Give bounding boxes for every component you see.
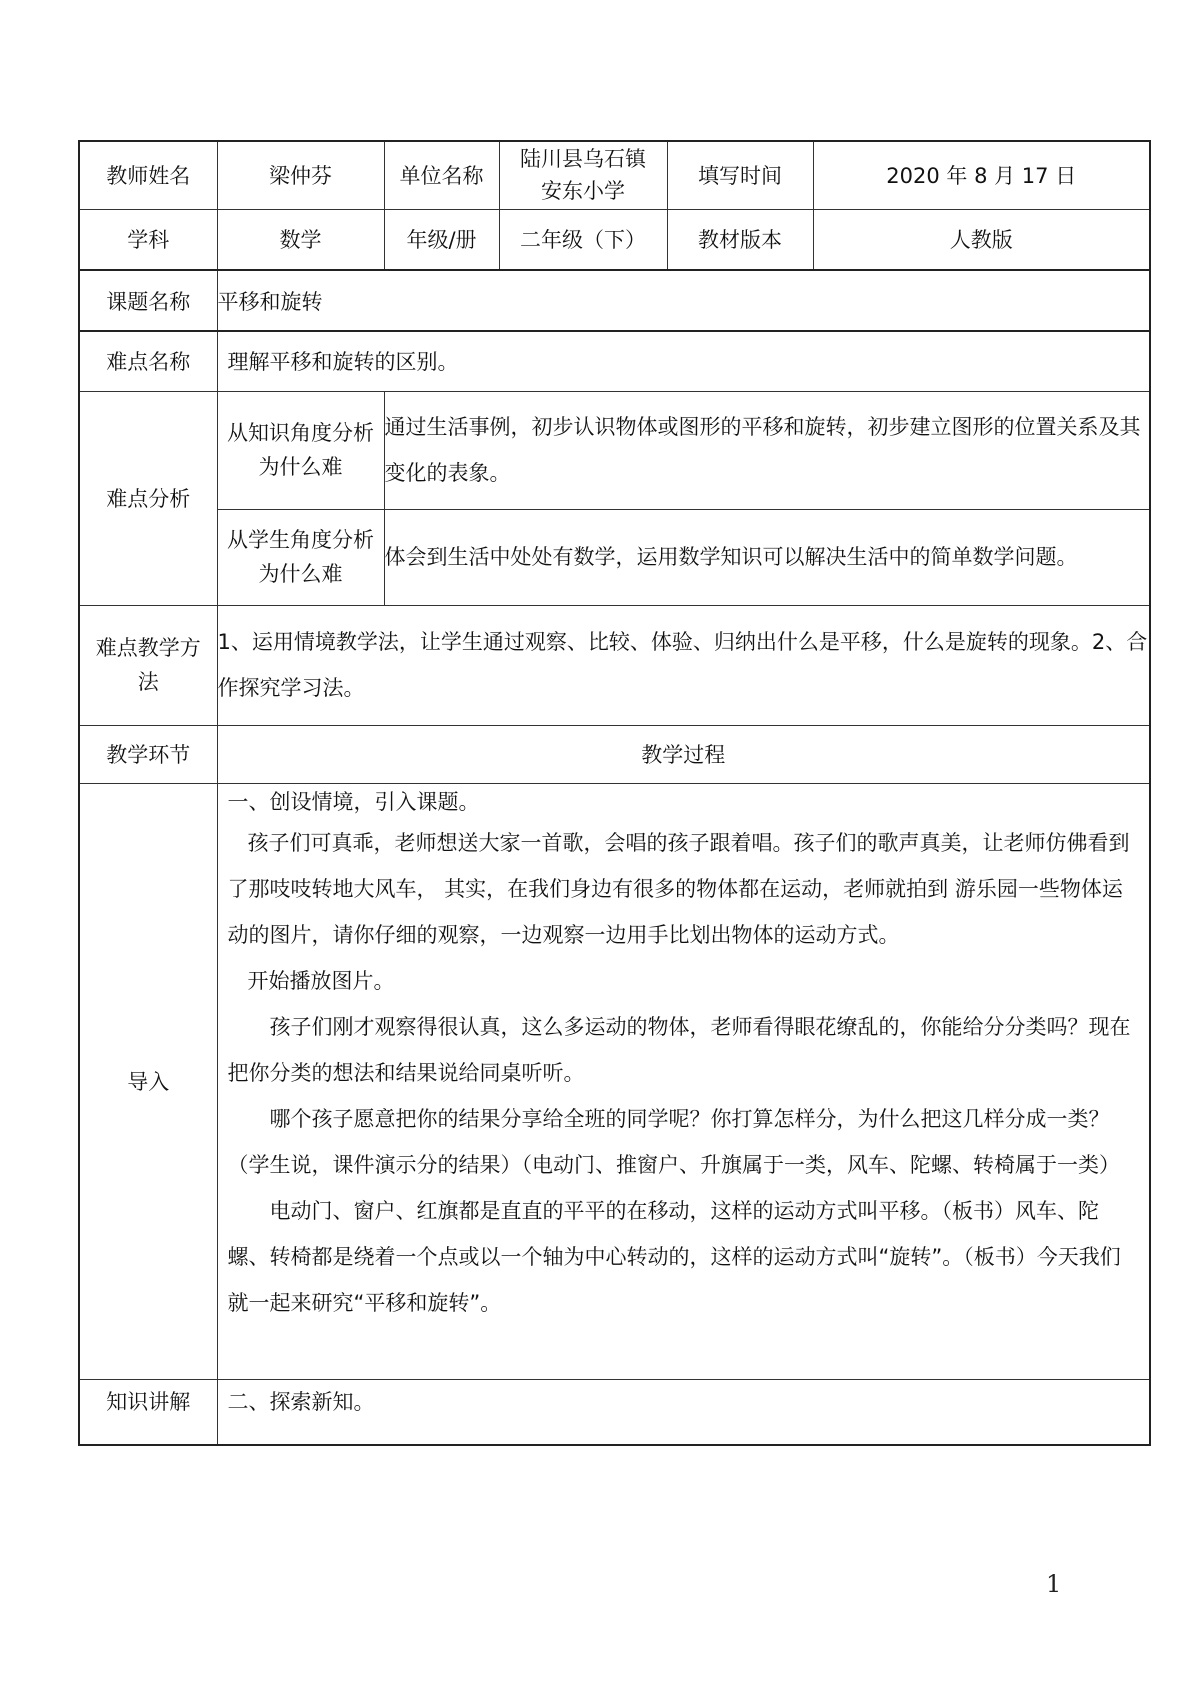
unit-name-label: 单位名称 (384, 141, 499, 209)
fill-date-value: 2020 年 8 月 17 日 (813, 141, 1150, 209)
knowledge-angle-label (217, 391, 384, 509)
process-header: 教学过程 (217, 725, 1150, 783)
unit-name-value (499, 141, 667, 209)
unit-name-line-2: 安东小学 (541, 179, 625, 204)
intro-paragraph: 电动门、窗户、红旗都是直直的平平的在移动，这样的运动方式叫平移。（板书）风车、陀螺、转椅都是绕着一个点或以一个轴为中心转动的，这样的运动方式叫“旋转”。（板书）今天我们就一起来研究“平移和旋转”。 (227, 1198, 1121, 1315)
analysis-label: 难点分析 (79, 391, 217, 605)
difficulty-name-value: 理解平移和旋转的区别。 (217, 331, 1150, 391)
difficulty-name-label: 难点名称 (79, 331, 217, 391)
process-header-row (79, 725, 1150, 783)
lesson-title-value: 平移和旋转 (217, 270, 1150, 331)
unit-name-line-1: 陆川县乌石镇 (520, 147, 646, 172)
subject-value: 数学 (217, 209, 384, 270)
lesson-title-label: 课题名称 (79, 270, 217, 331)
intro-paragraph: 孩子们可真乖，老师想送大家一首歌，会唱的孩子跟着唱。孩子们的歌声真美，让老师仿佛看到了那吱吱转地大风车， 其实，在我们身边有很多的物体都在运动，老师就拍到 游乐园一些物体运动的图片，请你仔细的观察，一边观察一边用手比划出物体的运动方式。 (227, 830, 1130, 947)
header-row-2 (79, 209, 1150, 270)
knowledge-angle-line-2: 为什么难 (258, 455, 343, 479)
knowledge-label: 知识讲解 (79, 1379, 217, 1445)
edition-label: 教材版本 (667, 209, 813, 270)
page-number: 1 (1046, 1570, 1062, 1598)
analysis-knowledge-row (79, 391, 1150, 509)
subject-label: 学科 (79, 209, 217, 270)
student-angle-line-2: 为什么难 (258, 562, 343, 586)
grade-value: 二年级（下） (499, 209, 667, 270)
intro-content (217, 783, 1150, 1379)
student-angle-label (217, 509, 384, 605)
intro-paragraph: 一、创设情境，引入课题。 (227, 789, 480, 814)
teacher-name-label: 教师姓名 (79, 141, 217, 209)
intro-paragraph: 开始播放图片。 (247, 968, 395, 993)
intro-paragraph: 孩子们刚才观察得很认真，这么多运动的物体，老师看得眼花缭乱的，你能给分分类吗？现在把你分类的想法和结果说给同桌听听。 (227, 1014, 1131, 1085)
intro-row (79, 783, 1150, 1379)
method-label-line-1: 难点教学方 (95, 636, 201, 660)
method-text: 1、运用情境教学法，让学生通过观察、比较、体验、归纳出什么是平移，什么是旋转的现象。2、合作探究学习法。 (217, 605, 1150, 725)
method-label (79, 605, 217, 725)
edition-value: 人教版 (813, 209, 1150, 270)
method-row (79, 605, 1150, 725)
fill-date-label: 填写时间 (667, 141, 813, 209)
knowledge-row (79, 1379, 1150, 1445)
lesson-plan-table (78, 140, 1151, 1446)
student-angle-line-1: 从学生角度分析 (227, 528, 374, 552)
teacher-name-value: 梁仲芬 (217, 141, 384, 209)
knowledge-angle-text: 通过生活事例，初步认识物体或图形的平移和旋转，初步建立图形的位置关系及其变化的表象。 (384, 391, 1150, 509)
knowledge-angle-line-1: 从知识角度分析 (227, 421, 374, 445)
stage-header: 教学环节 (79, 725, 217, 783)
analysis-student-row (79, 509, 1150, 605)
student-angle-text: 体会到生活中处处有数学，运用数学知识可以解决生活中的简单数学问题。 (384, 509, 1150, 605)
intro-paragraph: 哪个孩子愿意把你的结果分享给全班的同学呢？你打算怎样分，为什么把这几样分成一类？（学生说，课件演示分的结果）（电动门、推窗户、升旗属于一类，风车、陀螺、转椅属于一类） (227, 1106, 1120, 1177)
intro-label: 导入 (79, 783, 217, 1379)
difficulty-name-row (79, 331, 1150, 391)
method-label-line-2: 法 (137, 670, 159, 694)
header-row-1 (79, 141, 1150, 209)
grade-label: 年级/册 (384, 209, 499, 270)
lesson-title-row (79, 270, 1150, 331)
knowledge-content: 二、探索新知。 (217, 1379, 1150, 1445)
